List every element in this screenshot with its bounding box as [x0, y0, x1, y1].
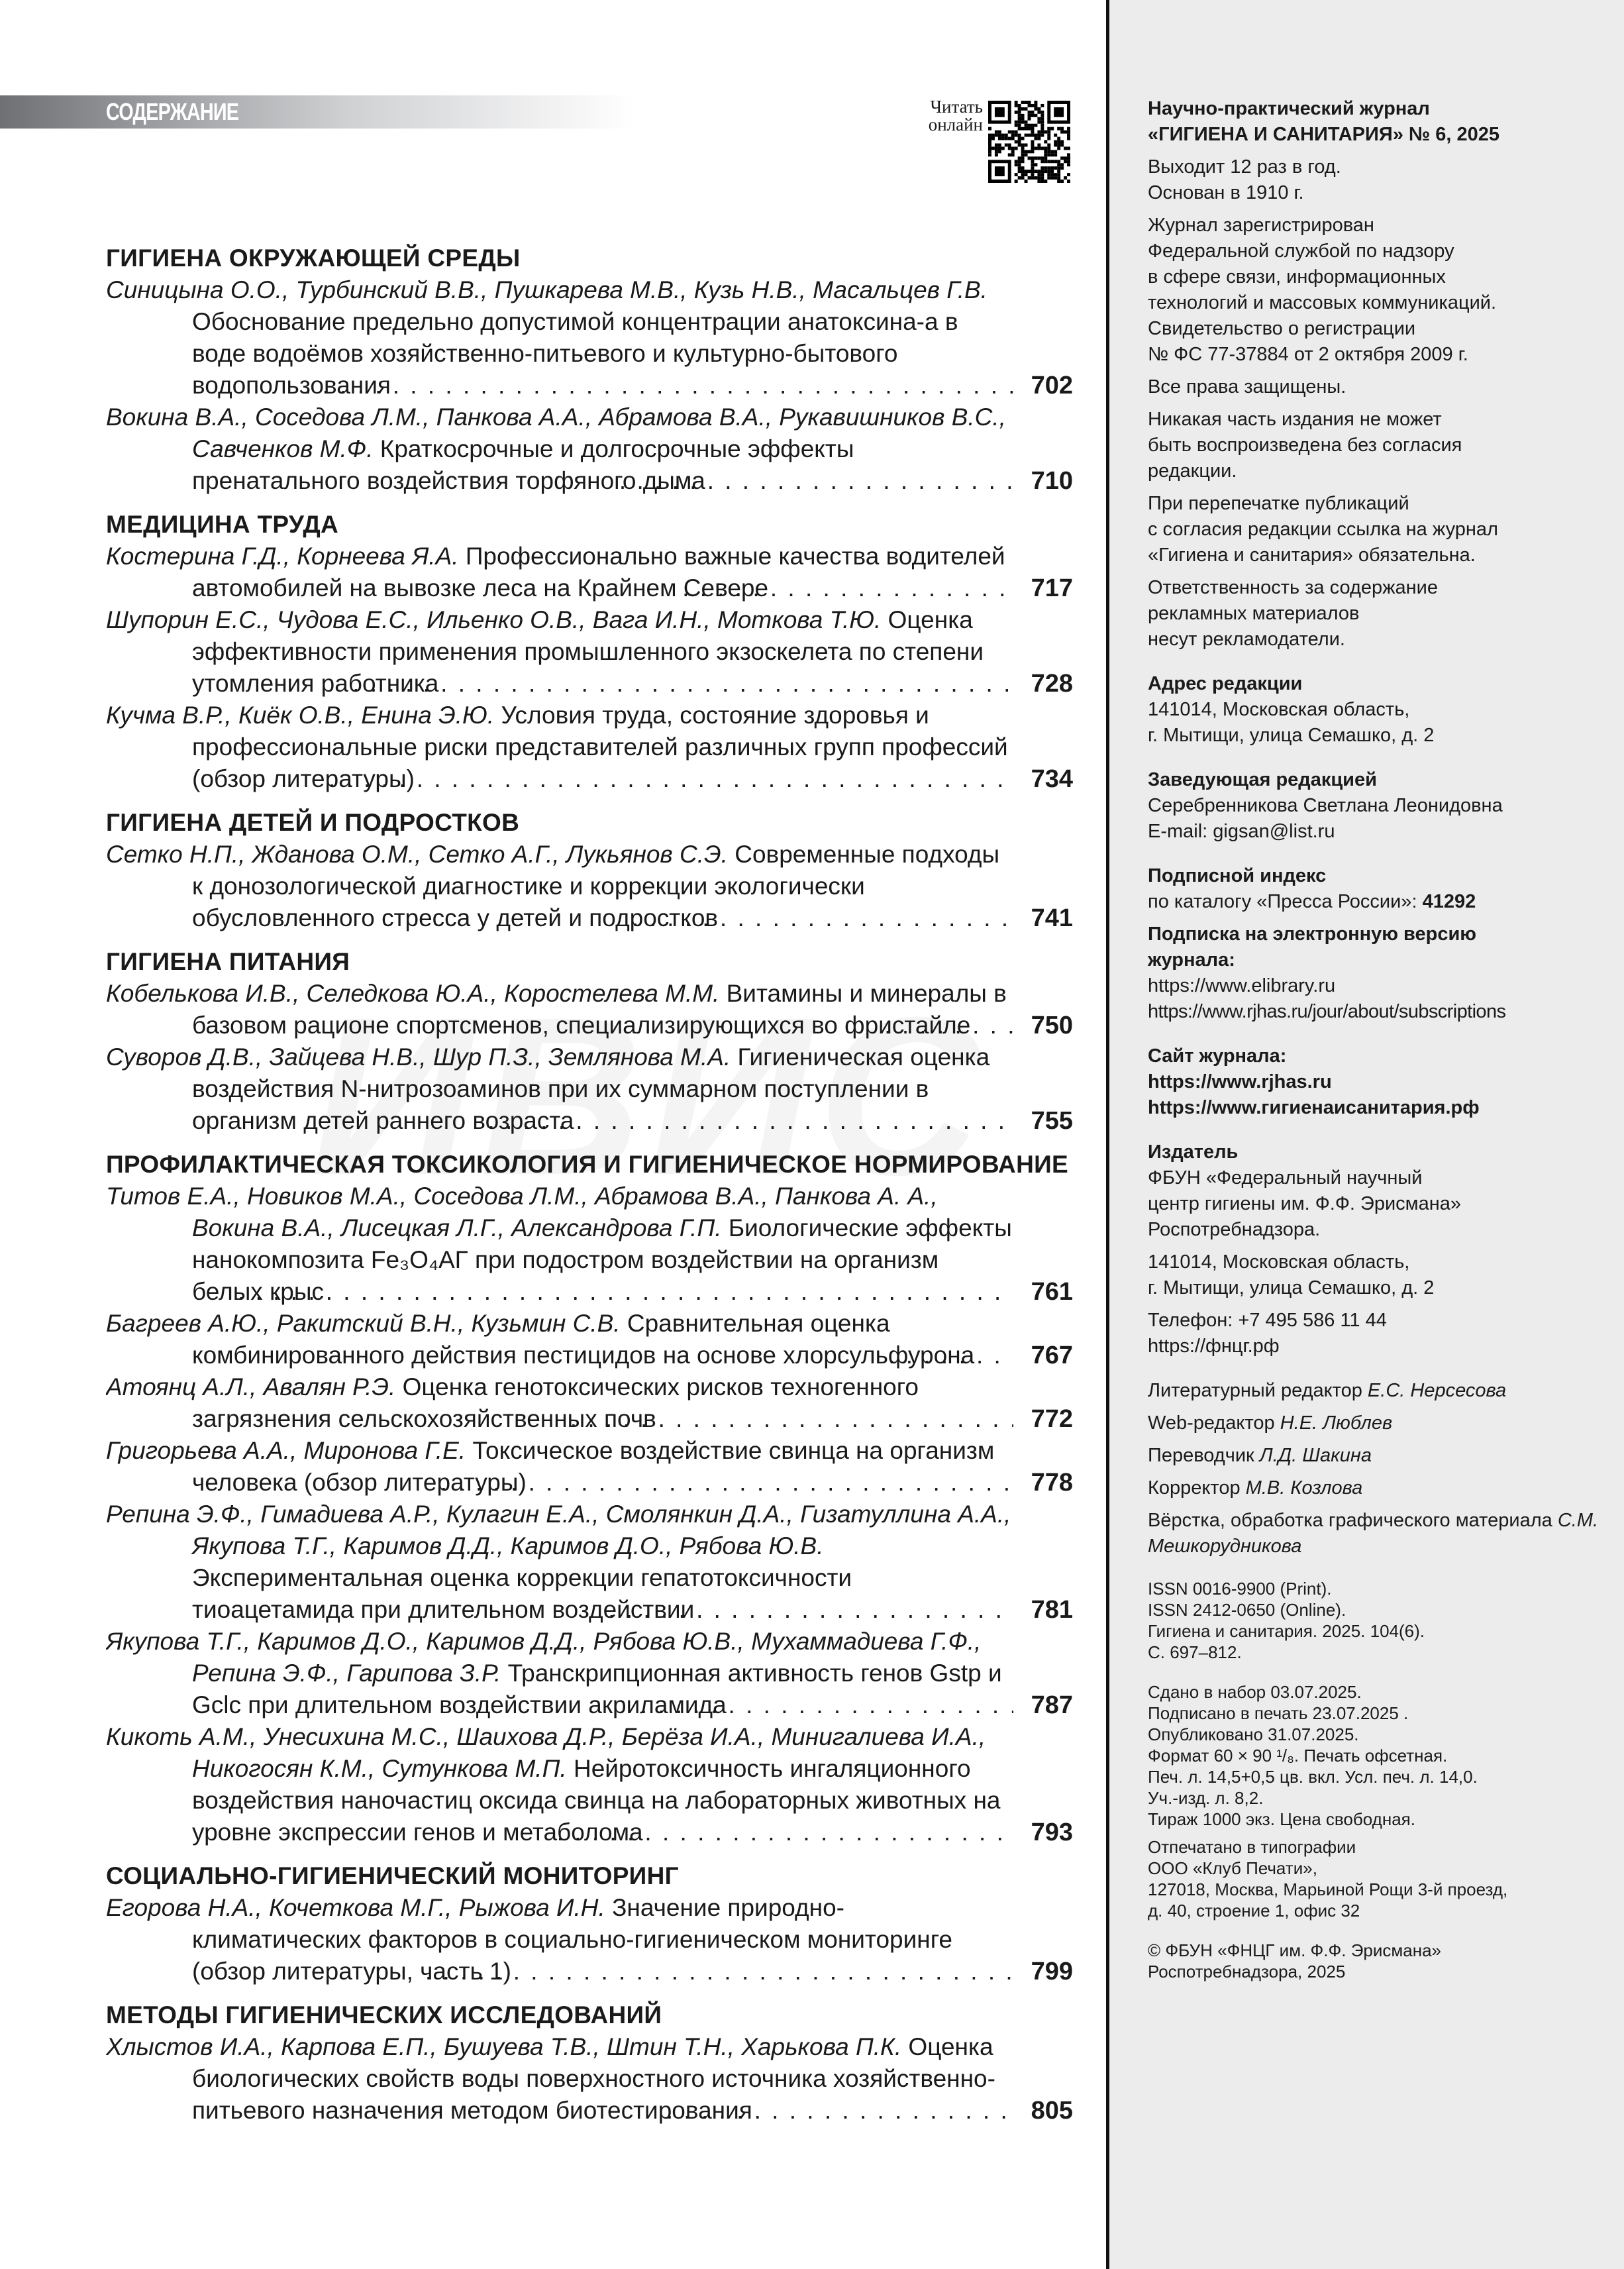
toc-entry[interactable] — [106, 1181, 1073, 1308]
section-heading: СОЦИАЛЬНО-ГИГИЕНИЧЕСКИЙ МОНИТОРИНГ — [106, 1862, 679, 1889]
imprint-reprint — [1148, 491, 1611, 568]
entry-authors: Хлыстов И.А., Карпова Е.П., Бушуева Т.В., Штин Т.Н., Харькова П.К. — [106, 2033, 902, 2060]
entry-text — [106, 1181, 1013, 1308]
entry-title[interactable]: Условия труда, состояние здоровья и профессиональные риски представителей различных групп профессий (обзор литературы) — [192, 702, 1008, 792]
entry-authors: Сетко Н.П., Жданова О.М., Сетко А.Г., Лукьянов С.Э. — [106, 841, 728, 868]
page-number: 702 — [1031, 372, 1073, 399]
imprint-line: ISSN 2412-0650 (Online). — [1148, 1600, 1346, 1620]
site-link-rf[interactable]: https://www.гигиенаисанитария.рф — [1148, 1097, 1480, 1118]
entry-text — [106, 1435, 1013, 1499]
toc-entry[interactable] — [106, 274, 1073, 401]
imprint-line: 127018, Москва, Марьиной Рощи 3-й проезд, — [1148, 1879, 1508, 1899]
entry-text — [106, 541, 1013, 604]
entry-title[interactable]: Оценка биологических свойств воды поверхностного источника хозяйственно-питьевого назначения методом биотестирования — [192, 2033, 995, 2124]
page-number: 781 — [1031, 1596, 1073, 1624]
imprint-line: Федеральной службой по надзору — [1148, 240, 1454, 262]
page-number: 805 — [1031, 2097, 1073, 2125]
toc-entry[interactable] — [106, 1041, 1073, 1137]
toc-entry[interactable] — [106, 604, 1073, 700]
entry-authors: Егорова Н.А., Кочеткова М.Г., Рыжова И.Н. — [106, 1894, 605, 1921]
imprint-line: Основан в 1910 г. — [1148, 182, 1304, 203]
imprint-line: «Гигиена и санитария» обязательна. — [1148, 545, 1476, 566]
toc-entry[interactable] — [106, 541, 1073, 604]
entry-title[interactable]: Современные подходы к донозологической диагностике и коррекции экологически обусловленного стресса у детей и подростков — [192, 841, 1000, 931]
imprint-line: Научно-практический журнал — [1148, 98, 1430, 119]
staff-role: Web-редактор — [1148, 1412, 1280, 1434]
toc-entry[interactable] — [106, 978, 1073, 1041]
staff-credit — [1148, 1475, 1611, 1501]
entry-title[interactable]: Гигиеническая оценка воздействия N-нитрозоаминов при их суммарном поступлении в организм детей раннего возраста — [192, 1043, 990, 1134]
imprint-line: Отпечатано в типографии — [1148, 1837, 1356, 1857]
staff-name: Л.Д. Шакина — [1259, 1445, 1372, 1466]
toc-entry[interactable] — [106, 1435, 1073, 1499]
entry-text — [106, 1892, 1013, 1987]
entry-title[interactable]: Оценка генотоксических рисков техногенного загрязнения сельскохозяйственных почв — [192, 1373, 919, 1432]
imprint-line: ISSN 0016-9900 (Print). — [1148, 1579, 1332, 1599]
imprint-esub — [1148, 973, 1611, 1025]
sidebar-imprint — [1106, 0, 1624, 2269]
page-number: 799 — [1031, 1958, 1073, 1985]
imprint-head — [1148, 793, 1611, 845]
entry-title[interactable]: Токсическое воздействие свинца на организм человека (обзор литературы) — [192, 1437, 995, 1496]
entry-text — [106, 1371, 1013, 1435]
imprint-line: 141014, Московская область, — [1148, 1251, 1410, 1273]
toc-entry[interactable] — [106, 839, 1073, 934]
staff-role: Вёрстка, обработка графического материала — [1148, 1510, 1558, 1531]
imprint-heading: Сайт журнала: — [1148, 1045, 1287, 1067]
imprint-heading: Подписной индекс — [1148, 865, 1327, 886]
imprint-heading: Издатель — [1148, 1141, 1239, 1163]
imprint-line: с согласия редакции ссылка на журнал — [1148, 519, 1498, 540]
entry-title[interactable]: Витамины и минералы в базовом рационе спортсменов, специализирующихся во фристайле — [192, 980, 1007, 1039]
staff-credit — [1148, 1508, 1611, 1559]
imprint-line: Выходит 12 раз в год. — [1148, 156, 1341, 178]
entry-title[interactable]: Экспериментальная оценка коррекции гепатотоксичности тиоацетамида при длительном воздействии — [192, 1564, 852, 1623]
entry-authors: Якупова Т.Г., Каримов Д.О., Каримов Д.Д., Рябова Ю.В., Мухаммадиева Г.Ф., Репина Э.Ф., Гарипова З.Р. — [106, 1628, 982, 1687]
entry-text — [106, 1721, 1013, 1848]
imprint-line: Ответственность за содержание — [1148, 577, 1438, 598]
toc-entry[interactable] — [106, 1371, 1073, 1435]
imprint-line: центр гигиены им. Ф.Ф. Эрисмана» — [1148, 1193, 1462, 1214]
staff-name: Н.Е. Люблев — [1280, 1412, 1393, 1434]
imprint-line: № ФС 77-37884 от 2 октября 2009 г. — [1148, 344, 1468, 365]
staff-role: Литературный редактор — [1148, 1380, 1368, 1401]
staff-name: Е.С. Нерсесова — [1367, 1380, 1507, 1401]
entry-authors: Кикоть А.М., Унесихина М.С., Шаихова Д.Р., Берёза И.А., Минигалиева И.А., Никогосян К.М., Сутункова М.П. — [106, 1723, 986, 1782]
page-number: 755 — [1031, 1107, 1073, 1135]
imprint-line: ФБУН «Федеральный научный — [1148, 1167, 1423, 1188]
imprint-copy — [1148, 1940, 1611, 1982]
imprint-line: Никакая часть издания не может — [1148, 409, 1442, 430]
entry-text — [106, 2031, 1013, 2127]
imprint-line: технологий и массовых коммуникаций. — [1148, 292, 1497, 313]
imprint-issn — [1148, 1578, 1611, 1663]
imprint-freq — [1148, 154, 1611, 206]
imprint-line: Уч.-изд. л. 8,2. — [1148, 1788, 1264, 1808]
page-number: 741 — [1031, 904, 1073, 932]
imprint-pub_addr — [1148, 1249, 1611, 1301]
toc-entry[interactable] — [106, 2031, 1073, 2127]
imprint-line: г. Мытищи, улица Семашко, д. 2 — [1148, 1277, 1435, 1298]
staff-role: Переводчик — [1148, 1445, 1260, 1466]
staff-credit — [1148, 1378, 1611, 1404]
entry-authors: Суворов Д.В., Зайцева Н.В., Шур П.З., Землянова М.А. — [106, 1043, 731, 1071]
entry-authors: Григорьева А.А., Миронова Г.Е. — [106, 1437, 466, 1464]
section-heading: ПРОФИЛАКТИЧЕСКАЯ ТОКСИКОЛОГИЯ И ГИГИЕНИЧЕСКОЕ НОРМИРОВАНИЕ — [106, 1151, 1068, 1178]
page-number: 717 — [1031, 574, 1073, 602]
entry-authors: Кобелькова И.В., Селедкова Ю.А., Коростелева М.М. — [106, 980, 720, 1007]
entry-authors: Синицына О.О., Турбинский В.В., Пушкарева М.В., Кузь Н.В., Масальцев Г.В. — [106, 276, 988, 303]
imprint-line: несут рекламодатели. — [1148, 629, 1345, 650]
imprint-line: г. Мытищи, улица Семашко, д. 2 — [1148, 725, 1435, 746]
imprint-line: Телефон: +7 495 586 11 44 — [1148, 1310, 1387, 1331]
imprint-addr — [1148, 697, 1611, 749]
imprint-pub — [1148, 1165, 1611, 1243]
section-heading: ГИГИЕНА ДЕТЕЙ И ПОДРОСТКОВ — [106, 809, 520, 836]
imprint-pub_contact — [1148, 1308, 1611, 1359]
entry-authors: Титов Е.А., Новиков М.А., Соседова Л.М., Абрамова В.А., Панкова А. А., Вокина В.А., Лисецкая Л.Г., Александрова Г.П. — [106, 1183, 938, 1241]
entry-text — [106, 401, 1013, 497]
elibrary-link[interactable]: https://www.elibrary.ru — [1148, 975, 1336, 996]
imprint-heading: Подписка на электронную версию журнала: — [1148, 923, 1477, 971]
toc-entry[interactable] — [106, 1626, 1073, 1721]
section-heading: ГИГИЕНА ОКРУЖАЮЩЕЙ СРЕДЫ — [106, 244, 521, 272]
imprint-line: Роспотребнадзора. — [1148, 1219, 1321, 1240]
toc-entry[interactable] — [106, 1892, 1073, 1987]
imprint-print — [1148, 1681, 1611, 1830]
entry-text — [106, 978, 1013, 1041]
entry-text — [106, 1626, 1013, 1721]
toc-entry[interactable] — [106, 401, 1073, 497]
qr-code-icon[interactable] — [988, 101, 1070, 183]
qr-label-line: Читать — [930, 97, 983, 117]
entry-authors: Шупорин Е.С., Чудова Е.С., Ильенко О.В., Вага И.Н., Моткова Т.Ю. — [106, 606, 882, 633]
imprint-printer — [1148, 1836, 1611, 1921]
imprint-line: © ФБУН «ФНЦГ им. Ф.Ф. Эрисмана» — [1148, 1940, 1442, 1960]
site-link[interactable]: https://www.rjhas.ru — [1148, 1071, 1332, 1092]
toc-entry[interactable] — [106, 1499, 1073, 1626]
imprint-line: Гигиена и санитария. 2025. 104(6). — [1148, 1621, 1425, 1641]
imprint-line: Роспотребнадзора, 2025 — [1148, 1962, 1346, 1981]
imprint-line: Сдано в набор 03.07.2025. — [1148, 1682, 1362, 1702]
entry-authors: Репина Э.Ф., Гимадиева А.Р., Кулагин Е.А., Смолянкин Д.А., Гизатуллина А.А., Якупова Т.Г., Каримов Д.Д., Каримов Д.О., Рябова Ю.В. — [106, 1501, 1011, 1559]
page-number: 793 — [1031, 1819, 1073, 1846]
imprint-line: быть воспроизведена без согласия — [1148, 435, 1462, 456]
imprint-line: рекламных материалов — [1148, 603, 1360, 624]
page-number: 778 — [1031, 1469, 1073, 1497]
staff-name: М.В. Козлова — [1245, 1477, 1363, 1499]
qr-label — [914, 98, 983, 134]
imprint-line: Свидетельство о регистрации — [1148, 318, 1416, 339]
entry-title[interactable]: Транскрипционная активность генов Gstp и Gclc при длительном воздействии акриламида — [192, 1660, 1002, 1718]
page-title: СОДЕРЖАНИЕ — [106, 98, 239, 125]
imprint-line: Серебренникова Светлана Леонидовна — [1148, 795, 1503, 816]
entry-title[interactable]: Оценка эффективности применения промышленного экзоскелета по степени утомления работника — [192, 606, 984, 697]
entry-title[interactable]: Обоснование предельно допустимой концентрации анатоксина-а в воде водоёмов хозяйственно-питьевого и культурно-бытового водопользования — [192, 308, 958, 399]
toc-entry[interactable] — [106, 700, 1073, 795]
imprint-noreprod — [1148, 407, 1611, 484]
imprint-line: редакции. — [1148, 460, 1237, 482]
staff-credit — [1148, 1410, 1611, 1436]
entry-text — [106, 604, 1013, 700]
entry-authors: Атоянц А.Л., Авалян Р.Э. — [106, 1373, 396, 1400]
imprint-line: в сфере связи, информационных — [1148, 266, 1446, 288]
staff-role: Корректор — [1148, 1477, 1246, 1499]
page-number: 750 — [1031, 1012, 1073, 1039]
entry-authors: Кучма В.Р., Киёк О.В., Енина Э.Ю. — [106, 702, 495, 729]
imprint-line: «ГИГИЕНА И САНИТАРИЯ» № 6, 2025 — [1148, 124, 1500, 145]
imprint-line: Тираж 1000 экз. Цена свободная. — [1148, 1809, 1415, 1829]
imprint-site — [1148, 1069, 1611, 1121]
imprint-line: Печ. л. 14,5+0,5 цв. вкл. Усл. печ. л. 14,0. — [1148, 1767, 1478, 1787]
entry-title[interactable]: Сравнительная оценка комбинированного действия пестицидов на основе хлорсульфурона — [192, 1310, 975, 1369]
entry-text — [106, 1499, 1013, 1626]
entry-text — [106, 1308, 1013, 1371]
table-of-contents — [106, 231, 1073, 2127]
imprint-line: д. 40, строение 1, офис 32 — [1148, 1901, 1360, 1921]
imprint-line: Формат 60 × 90 ¹/₈. Печать офсетная. — [1148, 1746, 1448, 1766]
staff-credit — [1148, 1443, 1611, 1469]
imprint-rights — [1148, 374, 1611, 400]
entry-text — [106, 274, 1013, 401]
entry-title[interactable]: Профессионально важные качества водителей автомобилей на вывозке леса на Крайнем Севере — [192, 543, 1005, 602]
entry-title[interactable]: Краткосрочные и долгосрочные эффекты пренатального воздействия торфяного дыма — [192, 435, 854, 494]
page-number: 728 — [1031, 670, 1073, 698]
section-header-bar — [0, 95, 636, 129]
entry-title[interactable]: Нейротоксичность ингаляционного воздействия наночастиц оксида свинца на лабораторных животных на уровне экспрессии генов и метаболома — [192, 1755, 1001, 1846]
imprint-resp — [1148, 575, 1611, 653]
section-heading: ГИГИЕНА ПИТАНИЯ — [106, 948, 350, 975]
entry-authors: Багреев А.Ю., Ракитский В.Н., Кузьмин С.В. — [106, 1310, 621, 1337]
qr-label-line: онлайн — [928, 115, 983, 134]
imprint-line: 141014, Московская область, — [1148, 699, 1410, 720]
page-number: 734 — [1031, 765, 1073, 793]
imprint-line: https://фнцг.рф — [1148, 1336, 1280, 1357]
entry-authors: Вокина В.А., Соседова Л.М., Панкова А.А., Абрамова В.А., Рукавишников В.С., Савченков М.Ф. — [106, 403, 1006, 462]
toc-entry[interactable] — [106, 1721, 1073, 1848]
imprint-reg — [1148, 213, 1611, 368]
entry-text — [106, 839, 1013, 934]
imprint-line: Опубликовано 31.07.2025. — [1148, 1724, 1359, 1744]
subscriptions-link[interactable]: https://www.rjhas.ru/jour/about/subscriptions — [1148, 1001, 1506, 1022]
section-heading: МЕТОДЫ ГИГИЕНИЧЕСКИХ ИССЛЕДОВАНИЙ — [106, 2001, 662, 2029]
toc-entry[interactable] — [106, 1308, 1073, 1371]
imprint-line: по каталогу «Пресса России»: — [1148, 891, 1423, 912]
imprint-line: Все права защищены. — [1148, 376, 1346, 397]
imprint-line: При перепечатке публикаций — [1148, 493, 1409, 514]
imprint-subscription — [1148, 889, 1611, 915]
staff-name: С.М. Мешкорудникова — [1148, 1510, 1599, 1557]
imprint-journal — [1148, 96, 1611, 148]
page-number: 787 — [1031, 1691, 1073, 1719]
imprint-heading: Адрес редакции — [1148, 673, 1303, 694]
imprint-heading: Заведующая редакцией — [1148, 769, 1377, 790]
entry-authors: Костерина Г.Д., Корнеева Я.А. — [106, 543, 459, 570]
page-number: 710 — [1031, 467, 1073, 495]
subscription-index: 41292 — [1422, 891, 1476, 912]
entry-title[interactable]: Значение природно-климатических факторов в социально-гигиеническом мониторинге (обзор литературы, часть 1) — [192, 1894, 952, 1985]
entry-text — [106, 700, 1013, 795]
imprint-line: Журнал зарегистрирован — [1148, 215, 1374, 236]
entry-title[interactable]: Биологические эффекты нанокомпозита Fe₃O₄АГ при подостром воздействии на организм белых крыс — [192, 1214, 1012, 1305]
imprint-line: ООО «Клуб Печати», — [1148, 1858, 1317, 1878]
page-number: 772 — [1031, 1405, 1073, 1433]
imprint-line: С. 697–812. — [1148, 1642, 1242, 1662]
entry-text — [106, 1041, 1013, 1137]
imprint-line: E-mail: gigsan@list.ru — [1148, 821, 1335, 842]
section-heading: МЕДИЦИНА ТРУДА — [106, 511, 339, 538]
page-number: 767 — [1031, 1342, 1073, 1369]
page-number: 761 — [1031, 1278, 1073, 1306]
imprint-line: Подписано в печать 23.07.2025 . — [1148, 1703, 1409, 1723]
